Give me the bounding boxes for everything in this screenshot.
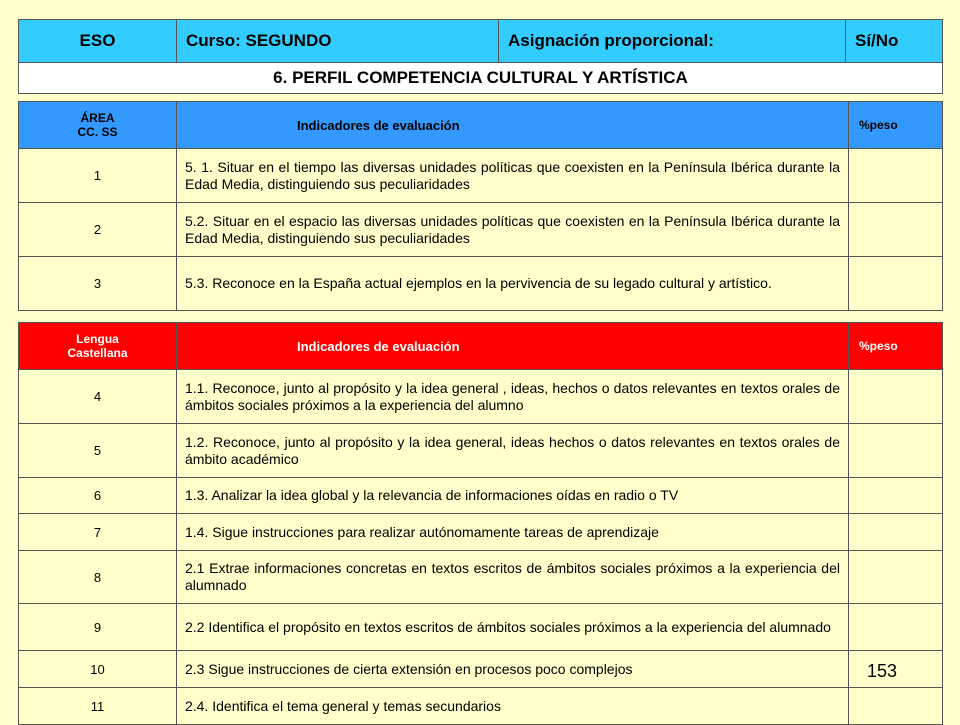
peso-cell <box>849 149 943 203</box>
peso-header: %peso <box>849 102 943 149</box>
ccss-header-row <box>19 102 943 149</box>
indicator-text: 5.2. Situar en el espacio las diversas unidades políticas que coexisten en la Península Ibérica durante la Edad Media, distinguiendo sus peculiaridades <box>177 203 849 257</box>
lengua-header-row <box>19 323 943 370</box>
table-row <box>19 203 943 257</box>
peso-cell <box>849 688 943 725</box>
header-row <box>19 20 943 63</box>
area-label-line2: CC. SS <box>77 125 118 139</box>
row-number: 5 <box>19 424 177 478</box>
indicator-text: 2.1 Extrae informaciones concretas en textos escritos de ámbitos sociales próximos a la experiencia del alumnado <box>177 551 849 604</box>
row-number: 11 <box>19 688 177 725</box>
peso-cell <box>849 514 943 551</box>
ccss-indicators-table <box>18 101 943 311</box>
row-number: 9 <box>19 604 177 651</box>
table-row <box>19 370 943 424</box>
indicator-text: 1.4. Sigue instrucciones para realizar autónomamente tareas de aprendizaje <box>177 514 849 551</box>
perfil-title-row <box>19 63 943 94</box>
peso-cell <box>849 551 943 604</box>
peso-cell <box>849 424 943 478</box>
table-row <box>19 424 943 478</box>
indicator-text: 5. 1. Situar en el tiempo las diversas unidades políticas que coexisten en la Península Ibérica durante la Edad Media, distinguiendo sus peculiaridades <box>177 149 849 203</box>
sino-cell: Sí/No <box>846 20 943 63</box>
row-number: 8 <box>19 551 177 604</box>
peso-header: %peso <box>849 323 943 370</box>
indicadores-header: Indicadores de evaluación <box>177 102 849 149</box>
eso-cell: ESO <box>19 20 177 63</box>
row-number: 2 <box>19 203 177 257</box>
asignacion-cell: Asignación proporcional: <box>499 20 846 63</box>
peso-cell <box>849 370 943 424</box>
table-row <box>19 514 943 551</box>
row-number: 3 <box>19 257 177 311</box>
area-label-line1: ÁREA <box>80 111 115 125</box>
perfil-title: 6. PERFIL COMPETENCIA CULTURAL Y ARTÍSTICA <box>19 63 943 94</box>
table-row <box>19 604 943 651</box>
indicator-text: 1.1. Reconoce, junto al propósito y la idea general , ideas, hechos o datos relevantes en textos orales de ámbitos sociales próximos a la experiencia del alumno <box>177 370 849 424</box>
table-row <box>19 149 943 203</box>
page-number: 153 <box>867 661 898 681</box>
curso-cell: Curso: SEGUNDO <box>177 20 499 63</box>
row-number: 6 <box>19 478 177 514</box>
row-number: 1 <box>19 149 177 203</box>
indicadores-header: Indicadores de evaluación <box>177 323 849 370</box>
peso-cell <box>849 203 943 257</box>
area-header <box>19 102 177 149</box>
indicator-text: 5.3. Reconoce en la España actual ejemplos en la pervivencia de su legado cultural y artístico. <box>177 257 849 311</box>
area-label-line1: Lengua <box>76 332 119 346</box>
indicator-text: 2.3 Sigue instrucciones de cierta extensión en procesos poco complejos <box>177 651 849 688</box>
peso-cell <box>849 257 943 311</box>
table-row <box>19 257 943 311</box>
area-header <box>19 323 177 370</box>
indicator-text: 1.3. Analizar la idea global y la relevancia de informaciones oídas en radio o TV <box>177 478 849 514</box>
indicator-text: 2.2 Identifica el propósito en textos escritos de ámbitos sociales próximos a la experiencia del alumnado <box>177 604 849 651</box>
header-table <box>18 19 943 94</box>
peso-cell <box>849 478 943 514</box>
table-row <box>19 551 943 604</box>
row-number: 4 <box>19 370 177 424</box>
area-label-line2: Castellana <box>67 346 128 360</box>
indicator-text: 2.4. Identifica el tema general y temas secundarios <box>177 688 849 725</box>
lengua-indicators-table <box>18 322 943 725</box>
indicator-text: 1.2. Reconoce, junto al propósito y la idea general, ideas hechos o datos relevantes en textos orales de ámbito académico <box>177 424 849 478</box>
table-row <box>19 478 943 514</box>
table-row <box>19 688 943 725</box>
row-number: 10 <box>19 651 177 688</box>
row-number: 7 <box>19 514 177 551</box>
peso-cell <box>849 604 943 651</box>
table-row <box>19 651 943 688</box>
